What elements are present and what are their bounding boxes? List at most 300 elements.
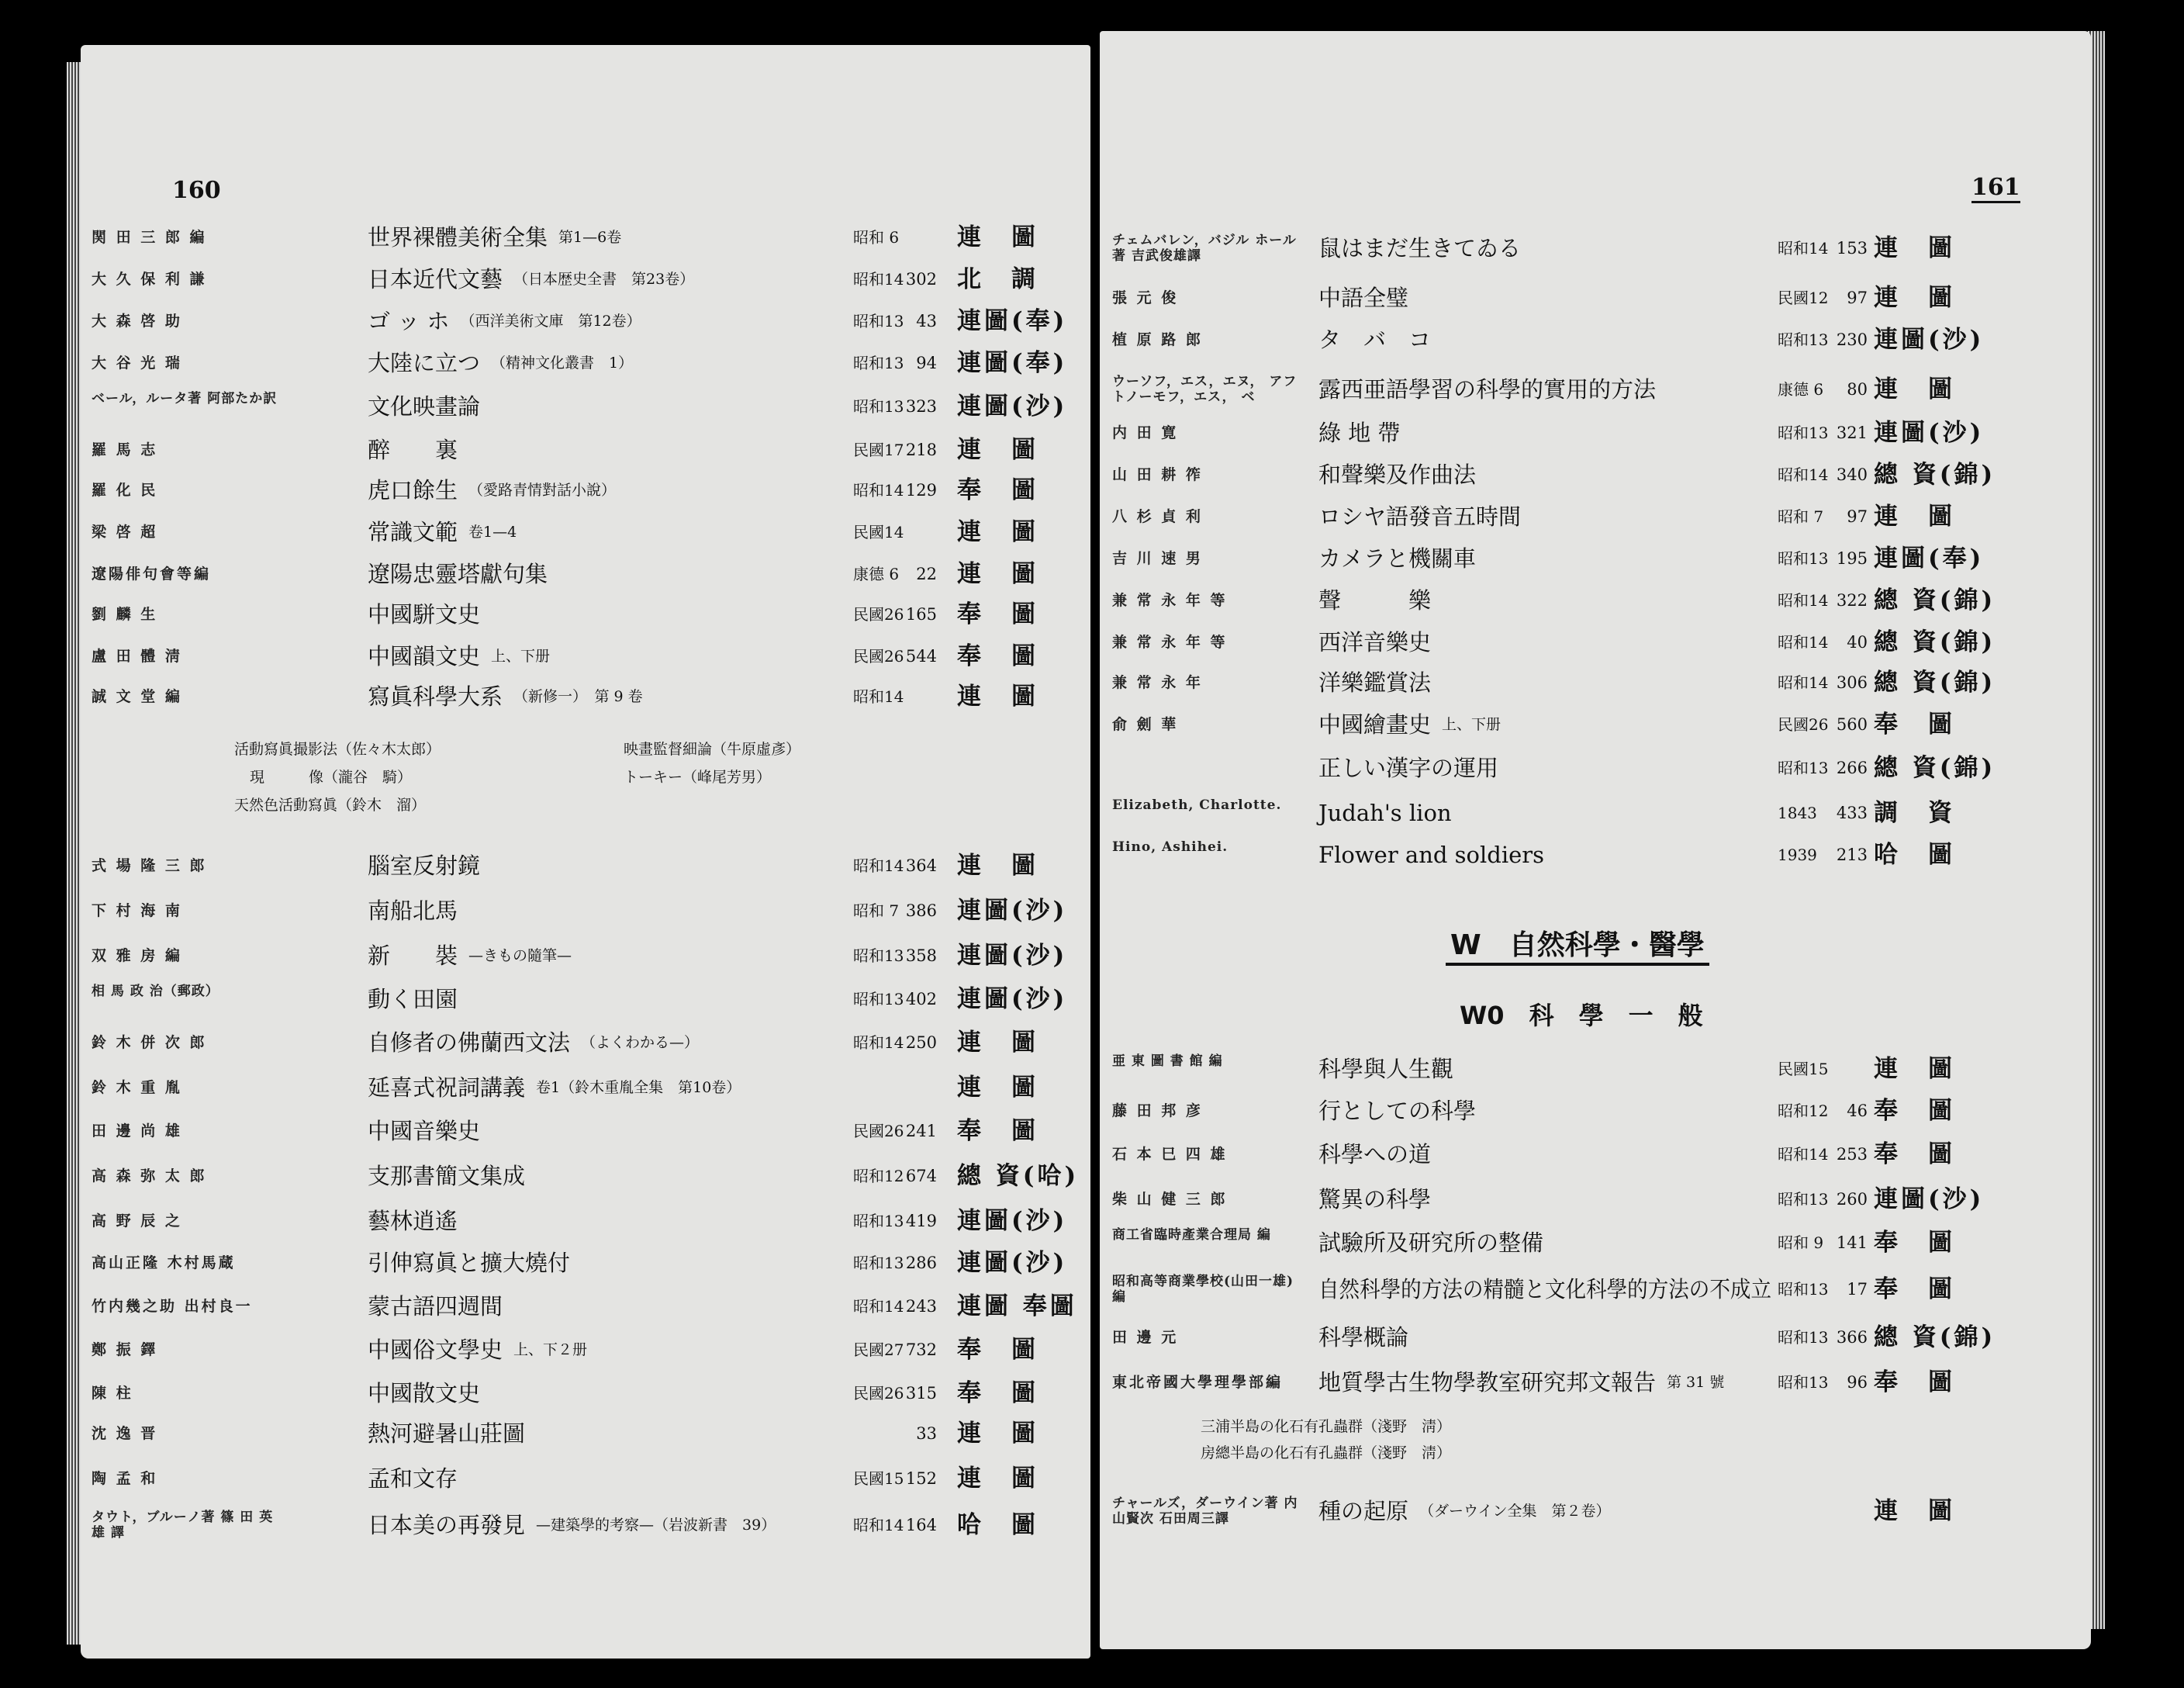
entry-year: 昭和13 bbox=[853, 1254, 904, 1272]
entry-author: チャールズ，ダーウイン著 内山賢次 石田周三譯 bbox=[1112, 1496, 1298, 1527]
entry-author: 山 田 耕 筰 bbox=[1112, 466, 1203, 483]
entry-pages: 164 bbox=[905, 1516, 937, 1534]
entry-row bbox=[1100, 1182, 2091, 1216]
entry-title: 新 裝 bbox=[368, 943, 458, 969]
entry-year: 昭和13 bbox=[853, 990, 904, 1008]
entry-title: 中語全璧 bbox=[1318, 285, 1409, 311]
sub-item: 天然色活動寫眞（鈴木 溜） bbox=[234, 797, 427, 814]
entry-title: 中國散文史 bbox=[368, 1380, 481, 1406]
entry-row bbox=[1100, 666, 2091, 700]
entry-title: カメラと機關車 bbox=[1318, 545, 1477, 572]
entry-row bbox=[81, 680, 1090, 714]
entry-year: 民國14 bbox=[853, 523, 904, 541]
entry-row bbox=[1100, 372, 2091, 406]
page-number: 160 bbox=[172, 177, 221, 204]
entry-title: 自然科學的方法の精髓と文化科學的方法の不成立 bbox=[1318, 1276, 1771, 1302]
entry-title: 科學與人生觀 bbox=[1318, 1056, 1454, 1082]
entry-note: （精神文化叢書 1） bbox=[491, 355, 634, 372]
entry-row bbox=[81, 304, 1090, 338]
entry-library: 連 圖 bbox=[957, 1465, 1038, 1493]
entry-title: 科學への道 bbox=[1318, 1141, 1432, 1167]
entry-library: 連 圖 bbox=[1874, 1497, 1955, 1525]
entry-year: 昭和13 bbox=[1778, 759, 1829, 777]
entry-title: 動く田園 bbox=[368, 986, 458, 1012]
entry-title: 中國俗文學史 bbox=[368, 1337, 503, 1363]
entry-year: 昭和14 bbox=[853, 1297, 904, 1316]
entry-library: 連圖(沙) bbox=[957, 393, 1068, 420]
entry-pages: 43 bbox=[916, 312, 937, 330]
entry-year: 昭和14 bbox=[1778, 673, 1829, 692]
entry-title: 遼陽忠靈塔獻句集 bbox=[368, 561, 548, 587]
entry-author: ベール，ルータ著 阿部たか訳 bbox=[92, 391, 278, 406]
entry-author: 大 久 保 利 謙 bbox=[92, 271, 207, 288]
entry-year: 民國26 bbox=[853, 605, 904, 624]
entry-row bbox=[81, 1461, 1090, 1496]
entry-row bbox=[81, 433, 1090, 467]
entry-year: 昭和13 bbox=[1778, 549, 1829, 568]
entry-note: （愛路青情對話小說） bbox=[468, 482, 617, 499]
entry-year: 昭和13 bbox=[853, 1212, 904, 1230]
entry-library: 連 圖 bbox=[1874, 284, 1955, 312]
entry-title: 驚異の科學 bbox=[1318, 1186, 1432, 1212]
entry-author: 俞 劍 華 bbox=[1112, 716, 1179, 733]
entry-library: 連 圖 bbox=[957, 518, 1038, 546]
entry-author: 高 野 辰 之 bbox=[92, 1212, 182, 1230]
entry-author: 昭和高等商業學校(山田一雄)編 bbox=[1112, 1274, 1294, 1305]
entry-library: 連圖(沙) bbox=[957, 1249, 1068, 1277]
entry-row bbox=[1100, 1365, 2091, 1399]
entry-author: 関 田 三 郎 編 bbox=[92, 229, 207, 246]
entry-year: 昭和14 bbox=[853, 687, 904, 706]
page-number: 161 bbox=[1971, 174, 2020, 203]
entry-author: 商工省臨時產業合理局 編 bbox=[1112, 1227, 1271, 1243]
entry-year: 民國26 bbox=[1778, 715, 1829, 734]
entry-title: 文化映畫論 bbox=[368, 393, 481, 420]
entry-author: タウト，ブルーノ著 篠 田 英 雄 譯 bbox=[92, 1510, 274, 1541]
entry-year: 昭和13 bbox=[1778, 330, 1829, 349]
entry-author: 誠 文 堂 編 bbox=[92, 688, 182, 705]
entry-author: 内 田 寛 bbox=[1112, 424, 1179, 441]
entry-year: 民國17 bbox=[853, 441, 904, 459]
entry-library: 哈 圖 bbox=[957, 1511, 1038, 1539]
entry-title: 虎口餘生 bbox=[368, 477, 458, 503]
entry-year: 昭和13 bbox=[1778, 1373, 1829, 1392]
entry-pages: 33 bbox=[916, 1424, 937, 1443]
entry-year: 昭和13 bbox=[853, 397, 904, 416]
entry-title: 鼠はまだ生きてゐる bbox=[1318, 235, 1522, 261]
entry-year: 昭和13 bbox=[1778, 1280, 1829, 1299]
entry-library: 奉 圖 bbox=[957, 642, 1038, 670]
entry-year: 民國26 bbox=[853, 647, 904, 666]
entry-row bbox=[81, 849, 1090, 883]
entry-year: 昭和12 bbox=[1778, 1102, 1829, 1120]
entry-pages: 141 bbox=[1836, 1233, 1868, 1252]
entry-library: 連圖(奉) bbox=[957, 349, 1068, 377]
entry-pages: 560 bbox=[1836, 715, 1868, 734]
entry-title: 支那書簡文集成 bbox=[368, 1163, 526, 1189]
entry-library: 總 資(錦) bbox=[1874, 461, 1996, 489]
entry-pages: 358 bbox=[905, 946, 937, 965]
entry-title: 西洋音樂史 bbox=[1318, 629, 1432, 655]
entry-library: 總 資(錦) bbox=[1874, 1323, 1996, 1351]
entry-author: 下 村 海 南 bbox=[92, 902, 182, 919]
entry-row bbox=[1100, 458, 2091, 492]
entry-pages: 152 bbox=[905, 1469, 937, 1488]
entry-row bbox=[1100, 1226, 2091, 1260]
entry-author: 陶 孟 和 bbox=[92, 1470, 158, 1487]
entry-title: 試驗所及研究所の整備 bbox=[1318, 1230, 1544, 1256]
entry-pages: 322 bbox=[1836, 591, 1868, 610]
entry-row bbox=[81, 982, 1090, 1016]
entry-row bbox=[1100, 416, 2091, 450]
entry-author: 田 邊 元 bbox=[1112, 1329, 1179, 1346]
entry-library: 奉 圖 bbox=[1874, 1275, 1955, 1303]
entry-author: 東北帝國大學理學部編 bbox=[1112, 1374, 1284, 1391]
entry-title: 熱河避暑山莊圖 bbox=[368, 1420, 526, 1447]
entry-note: （西洋美術文庫 第12卷） bbox=[460, 313, 641, 330]
entry-library: 奉 圖 bbox=[957, 476, 1038, 504]
entry-note: （ダーウイン全集 第２卷） bbox=[1419, 1503, 1611, 1520]
entry-note: —建築學的考察—（岩波新書 39） bbox=[536, 1517, 776, 1534]
entry-title: 洋樂鑑賞法 bbox=[1318, 669, 1432, 696]
entry-pages: 17 bbox=[1847, 1280, 1868, 1299]
entry-row bbox=[81, 557, 1090, 591]
entry-year: 昭和14 bbox=[853, 481, 904, 500]
entry-pages: 241 bbox=[905, 1122, 937, 1140]
entry-pages: 213 bbox=[1836, 846, 1868, 864]
entry-note: （新修一） 第 9 卷 bbox=[513, 688, 643, 705]
entry-library: 連 圖 bbox=[1874, 503, 1955, 531]
entry-library: 連 圖 bbox=[957, 436, 1038, 464]
entry-row bbox=[81, 1416, 1090, 1451]
entry-year: 昭和14 bbox=[853, 270, 904, 289]
entry-author: 式 場 隆 三 郎 bbox=[92, 857, 207, 874]
entry-pages: 129 bbox=[905, 481, 937, 500]
entry-row bbox=[81, 515, 1090, 549]
entry-author: 羅 化 民 bbox=[92, 482, 158, 499]
entry-library: 連圖(沙) bbox=[957, 897, 1068, 925]
entry-author: Hino, Ashihei. bbox=[1112, 839, 1228, 855]
entry-pages: 732 bbox=[905, 1340, 937, 1359]
entry-title: 蒙古語四週間 bbox=[368, 1293, 503, 1320]
entry-year: 昭和13 bbox=[1778, 1328, 1829, 1347]
entry-title: 常識文範 bbox=[368, 519, 458, 545]
entry-row bbox=[81, 1159, 1090, 1193]
entry-pages: 253 bbox=[1836, 1145, 1868, 1164]
entry-pages: 386 bbox=[905, 901, 937, 920]
entry-library: 奉 圖 bbox=[1874, 1368, 1955, 1396]
sub-item: 房總半島の化石有孔蟲群（淺野 淸） bbox=[1201, 1444, 1452, 1461]
entry-title: 延喜式祝詞講義 bbox=[368, 1074, 526, 1101]
entry-author: 竹内幾之助 出村良一 bbox=[92, 1298, 253, 1315]
entry-year: 昭和12 bbox=[853, 1167, 904, 1185]
entry-author: 遼陽俳句會等編 bbox=[92, 566, 212, 583]
entry-pages: 260 bbox=[1836, 1190, 1868, 1209]
entry-pages: 364 bbox=[905, 856, 937, 875]
entry-library: 連圖(奉) bbox=[1874, 545, 1985, 572]
entry-year: 昭和13 bbox=[853, 354, 904, 372]
entry-year: 民國27 bbox=[853, 1340, 904, 1359]
subsection-title: W0 科 學 一 般 bbox=[1460, 1001, 1703, 1030]
sub-item: 三浦半島の化石有孔蟲群（淺野 淸） bbox=[1201, 1418, 1452, 1435]
entry-note: —きもの隨筆— bbox=[468, 947, 572, 964]
entry-library: 奉 圖 bbox=[1874, 1097, 1955, 1125]
entry-year: 1843 bbox=[1778, 804, 1817, 822]
entry-note: （よくわかる—） bbox=[581, 1034, 700, 1051]
entry-title: 自修者の佛蘭西文法 bbox=[368, 1029, 571, 1056]
entry-author: 高 森 弥 太 郎 bbox=[92, 1167, 207, 1185]
entry-library: 連 圖 bbox=[1874, 234, 1955, 262]
entry-pages: 321 bbox=[1836, 424, 1868, 442]
entry-title: 藝林逍遙 bbox=[368, 1208, 458, 1234]
entry-library: 連 圖 bbox=[957, 1029, 1038, 1057]
entry-row bbox=[81, 894, 1090, 928]
entry-author: ウーソフ，エス，エヌ， アフトノーモフ，エス， ベ bbox=[1112, 374, 1298, 405]
entry-author: 陳 柱 bbox=[92, 1385, 133, 1402]
entry-pages: 402 bbox=[905, 990, 937, 1008]
entry-author: 高山正隆 木村馬蔵 bbox=[92, 1254, 236, 1271]
entry-pages: 243 bbox=[905, 1297, 937, 1316]
entry-pages: 46 bbox=[1847, 1102, 1868, 1120]
entry-author: 大 森 啓 助 bbox=[92, 313, 182, 330]
entry-author: 梁 啓 超 bbox=[92, 524, 158, 541]
entry-library: 連圖(沙) bbox=[1874, 1185, 1985, 1213]
entry-year: 民國26 bbox=[853, 1122, 904, 1140]
entry-title: 行としての科學 bbox=[1318, 1098, 1477, 1124]
entry-title: 中國駢文史 bbox=[368, 601, 481, 628]
entry-year: 昭和 6 bbox=[853, 228, 900, 247]
entry-row bbox=[81, 597, 1090, 631]
entry-title: ゴ ッ ホ bbox=[368, 308, 450, 334]
entry-author: 相 馬 政 治（郵政） bbox=[92, 984, 219, 999]
entry-library: 連圖(沙) bbox=[957, 942, 1068, 970]
entry-row bbox=[81, 1026, 1090, 1060]
entry-pages: 165 bbox=[905, 605, 937, 624]
entry-year: 昭和13 bbox=[853, 312, 904, 330]
entry-author: 田 邊 尚 雄 bbox=[92, 1122, 182, 1140]
entry-library: 奉 圖 bbox=[957, 1117, 1038, 1145]
entry-library: 連圖 奉圖 bbox=[957, 1292, 1077, 1320]
entry-pages: 96 bbox=[1847, 1373, 1868, 1392]
entry-row bbox=[1100, 1137, 2091, 1171]
entry-title: 日本美の再發見 bbox=[368, 1512, 526, 1538]
section-title: W 自然科學・醫學 bbox=[1446, 923, 1709, 966]
entry-pages: 315 bbox=[905, 1384, 937, 1403]
entry-author: 鈴 木 重 胤 bbox=[92, 1079, 182, 1096]
entry-library: 連 圖 bbox=[957, 223, 1038, 251]
entry-row bbox=[81, 473, 1090, 507]
entry-author: 吉 川 速 男 bbox=[1112, 550, 1203, 567]
entry-library: 連圖(沙) bbox=[1874, 326, 1985, 354]
entry-title: 南船北馬 bbox=[368, 898, 458, 924]
entry-library: 連圖(奉) bbox=[957, 307, 1068, 335]
entry-author: 植 原 路 郎 bbox=[1112, 331, 1203, 348]
entry-pages: 230 bbox=[1836, 330, 1868, 349]
entry-row bbox=[81, 939, 1090, 973]
entry-library: 連 圖 bbox=[957, 852, 1038, 880]
entry-year: 民國15 bbox=[853, 1469, 904, 1488]
entry-library: 奉 圖 bbox=[957, 600, 1038, 628]
entry-row bbox=[81, 1508, 1090, 1542]
entry-author: チェムバレン，バジル ホール著 吉武俊雄譯 bbox=[1112, 233, 1297, 264]
entry-library: 北 調 bbox=[957, 265, 1038, 293]
entry-title: 引伸寫眞と擴大燒付 bbox=[368, 1250, 571, 1276]
entry-author: 藤 田 邦 彦 bbox=[1112, 1102, 1203, 1119]
entry-pages: 419 bbox=[905, 1212, 937, 1230]
entry-title: 種の起原 bbox=[1318, 1498, 1409, 1524]
entry-year: 昭和14 bbox=[1778, 465, 1829, 484]
entry-library: 調 資 bbox=[1874, 799, 1955, 827]
entry-row bbox=[1100, 1094, 2091, 1128]
entry-library: 奉 圖 bbox=[1874, 1229, 1955, 1257]
entry-row bbox=[81, 1289, 1090, 1323]
entry-pages: 544 bbox=[905, 647, 937, 666]
entry-pages: 340 bbox=[1836, 465, 1868, 484]
entry-row bbox=[1100, 541, 2091, 576]
entry-library: 連圖(沙) bbox=[957, 985, 1068, 1013]
entry-year: 昭和13 bbox=[853, 946, 904, 965]
sub-item: 活動寫眞撮影法（佐々木太郎） bbox=[234, 741, 441, 758]
entry-year: 昭和14 bbox=[1778, 591, 1829, 610]
entry-author: 劉 麟 生 bbox=[92, 606, 158, 623]
entry-library: 哈 圖 bbox=[1874, 841, 1955, 869]
entry-year: 康德 6 bbox=[853, 565, 900, 583]
entry-row bbox=[81, 1114, 1090, 1148]
entry-author: Elizabeth, Charlotte. bbox=[1112, 797, 1282, 813]
entry-pages: 433 bbox=[1836, 804, 1868, 822]
entry-year: 昭和14 bbox=[853, 1033, 904, 1052]
entry-title: 科學概論 bbox=[1318, 1324, 1409, 1351]
entry-note: 上、下册 bbox=[1442, 716, 1502, 733]
entry-year: 昭和13 bbox=[1778, 424, 1829, 442]
entry-title: 孟和文存 bbox=[368, 1465, 458, 1492]
entry-row bbox=[81, 220, 1090, 254]
entry-row bbox=[81, 1204, 1090, 1238]
entry-title: 中國音樂史 bbox=[368, 1118, 481, 1144]
entry-library: 連 圖 bbox=[957, 683, 1038, 711]
entry-year: 昭和14 bbox=[1778, 239, 1829, 258]
entry-row bbox=[81, 1376, 1090, 1410]
entry-row bbox=[1100, 1272, 2091, 1306]
entry-row bbox=[1100, 838, 2091, 872]
entry-pages: 302 bbox=[905, 270, 937, 289]
entry-pages: 323 bbox=[905, 397, 937, 416]
entry-author: 柴 山 健 三 郎 bbox=[1112, 1191, 1228, 1208]
entry-library: 奉 圖 bbox=[1874, 1140, 1955, 1168]
entry-title: 中國繪畫史 bbox=[1318, 711, 1432, 738]
entry-pages: 153 bbox=[1836, 239, 1868, 258]
entry-pages: 40 bbox=[1847, 633, 1868, 652]
entry-note: 第1—6卷 bbox=[558, 229, 622, 246]
entry-author: 双 雅 房 編 bbox=[92, 947, 182, 964]
entry-title: 寫眞科學大系 bbox=[368, 683, 503, 710]
entry-title: 地質學古生物學教室研究邦文報告 bbox=[1318, 1369, 1657, 1396]
entry-library: 奉 圖 bbox=[957, 1379, 1038, 1407]
entry-year: 民國26 bbox=[853, 1384, 904, 1403]
entry-library: 奉 圖 bbox=[957, 1336, 1038, 1364]
entry-year: 民國12 bbox=[1778, 289, 1829, 307]
entry-row bbox=[1100, 281, 2091, 315]
entry-year: 1939 bbox=[1778, 846, 1817, 864]
entry-title: 露西亜語學習の科學的實用的方法 bbox=[1318, 376, 1657, 403]
entry-pages: 266 bbox=[1836, 759, 1868, 777]
entry-title: 日本近代文藝 bbox=[368, 266, 503, 292]
entry-pages: 306 bbox=[1836, 673, 1868, 692]
sub-item: 現 像（瀧谷 騎） bbox=[250, 769, 413, 786]
entry-title: ロシヤ語發音五時間 bbox=[1318, 503, 1522, 530]
entry-note: 第 31 號 bbox=[1667, 1374, 1725, 1391]
sub-item: トーキー（峰尾芳男） bbox=[624, 769, 772, 786]
entry-year: 昭和14 bbox=[1778, 1145, 1829, 1164]
entry-author: 八 杉 貞 利 bbox=[1112, 508, 1203, 525]
entry-pages: 97 bbox=[1847, 507, 1868, 526]
entry-year: 昭和 9 bbox=[1778, 1233, 1824, 1252]
entry-pages: 674 bbox=[905, 1167, 937, 1185]
entry-library: 總 資(錦) bbox=[1874, 628, 1996, 656]
entry-pages: 97 bbox=[1847, 289, 1868, 307]
entry-author: 兼 常 永 年 等 bbox=[1112, 592, 1228, 609]
entry-row bbox=[1100, 500, 2091, 534]
entry-author: 大 谷 光 瑞 bbox=[92, 355, 182, 372]
entry-title: Judah's lion bbox=[1318, 800, 1452, 826]
entry-year: 康德 6 bbox=[1778, 380, 1824, 399]
sub-item: 映畫監督細論（牛原虛彥） bbox=[624, 741, 801, 758]
entry-row bbox=[81, 639, 1090, 673]
entry-row bbox=[1100, 707, 2091, 742]
entry-title: 聲 樂 bbox=[1318, 587, 1432, 614]
entry-row bbox=[1100, 1052, 2091, 1086]
entry-library: 連 圖 bbox=[957, 1420, 1038, 1448]
entry-library: 連 圖 bbox=[957, 560, 1038, 588]
entry-row bbox=[1100, 625, 2091, 659]
entry-row bbox=[81, 389, 1090, 424]
entry-title: Flower and soldiers bbox=[1318, 842, 1545, 868]
entry-title: 世界裸體美術全集 bbox=[368, 224, 548, 251]
left-page bbox=[81, 45, 1090, 1659]
entry-row bbox=[81, 1333, 1090, 1367]
entry-library: 總 資(錦) bbox=[1874, 754, 1996, 782]
entry-year: 昭和 7 bbox=[1778, 507, 1824, 526]
entry-library: 總 資(錦) bbox=[1874, 669, 1996, 697]
entry-pages: 250 bbox=[905, 1033, 937, 1052]
entry-author: 羅 馬 志 bbox=[92, 441, 158, 458]
entry-title: 綠 地 帶 bbox=[1318, 420, 1401, 446]
entry-note: 卷1—4 bbox=[468, 524, 517, 541]
entry-row bbox=[81, 262, 1090, 296]
entry-pages: 218 bbox=[905, 441, 937, 459]
entry-pages: 286 bbox=[905, 1254, 937, 1272]
entry-note: （日本歴史全書 第23卷） bbox=[513, 271, 695, 288]
entry-pages: 94 bbox=[916, 354, 937, 372]
entry-author: 亜 東 圖 書 館 編 bbox=[1112, 1053, 1223, 1069]
entry-title: 和聲樂及作曲法 bbox=[1318, 462, 1477, 488]
entry-author: 兼 常 永 年 bbox=[1112, 674, 1203, 691]
entry-pages: 366 bbox=[1836, 1328, 1868, 1347]
entry-author: 沈 逸 晋 bbox=[92, 1425, 158, 1442]
entry-year: 昭和14 bbox=[853, 1516, 904, 1534]
entry-row bbox=[81, 1071, 1090, 1105]
entry-row bbox=[1100, 323, 2091, 357]
entry-year: 昭和14 bbox=[853, 856, 904, 875]
entry-library: 連圖(沙) bbox=[1874, 419, 1985, 447]
entry-row bbox=[1100, 1494, 2091, 1528]
entry-pages: 195 bbox=[1836, 549, 1868, 568]
entry-note: 卷1（鈴木重胤全集 第10卷） bbox=[536, 1079, 741, 1096]
entry-author: 張 元 俊 bbox=[1112, 289, 1179, 306]
entry-library: 總 資(哈) bbox=[957, 1162, 1080, 1190]
entry-author: 鄭 振 鐸 bbox=[92, 1341, 158, 1358]
entry-row bbox=[1100, 751, 2091, 785]
